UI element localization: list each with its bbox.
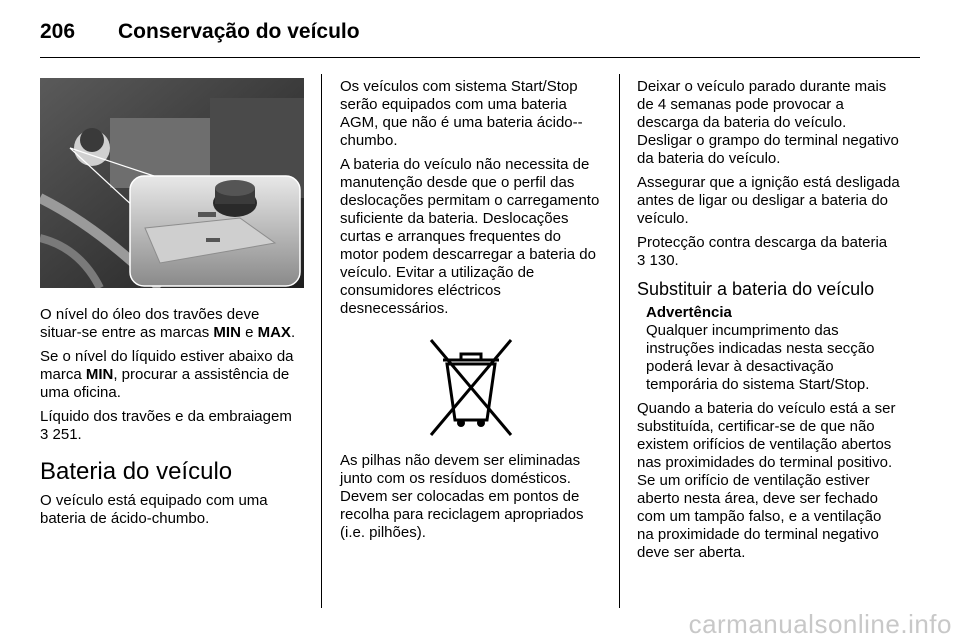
brake-fluid-low-text: Se o nível do líquido estiver abaixo da marca MIN, procurar a assistência de uma oficina.: [40, 348, 294, 401]
page-reference-symbol: 3: [637, 252, 646, 269]
watermark: carmanualsonline.info: [688, 609, 952, 639]
page-reference-link[interactable]: 251.: [48, 426, 82, 443]
section-title-battery: Bateria do veículo: [40, 458, 233, 485]
column-divider-1: [321, 74, 322, 608]
column-2: [340, 78, 602, 548]
column-divider-2: [619, 74, 620, 608]
warning-title: Advertência: [646, 304, 732, 321]
battery-replacement-text: Quando a bateria do veículo está a ser substituída, certificar-se de que não existem orifícios de ventilação abertos nas proximidades do terminal positivo. Se um orifício de ventilação estiver aberto nesta área, deve ser fechado com um tampão falso, e a ventilação na proximidade do terminal negativo deve ser aberta.: [637, 400, 896, 561]
warning-text: Qualquer incumprimento das instruções indicadas nesta secção poderá levar à desactivação temporária do sistema Start/Stop.: [646, 322, 875, 393]
brake-fluid-reservoir-photo: [40, 78, 304, 288]
column-1: [40, 78, 304, 534]
brake-fluid-level-text: O nível do óleo dos travões deve situar-se entre as marcas MIN e MAX.: [40, 306, 296, 341]
header-divider: [40, 57, 920, 58]
battery-maintenance-text: A bateria do veículo não necessita de manutenção desde que o perfil das deslocações permitam o carregamento suficiente da bateria. Deslocações curtas e arranques frequentes do motor podem descarregar a bateria do veículo. Evitar a utilização de consumidores eléctricos desnecessários.: [340, 156, 600, 317]
column-3: [637, 78, 901, 568]
subsection-title-replace-battery: Substituir a bateria do veículo: [637, 279, 875, 299]
page-number: 206: [40, 20, 76, 43]
battery-disposal-text: As pilhas não devem ser eliminadas junto com os resíduos domésticos. Devem ser colocadas em pontos de recolha para reciclagem apropriados (i.e. pilhões).: [340, 452, 584, 541]
battery-intro-text: O veículo está equipado com uma bateria de ácido-chumbo.: [40, 492, 268, 527]
ignition-off-text: Assegurar que a ignição está desligada antes de ligar ou desligar a bateria do veículo.: [637, 174, 900, 227]
crossed-out-bin-icon: [340, 330, 602, 442]
chapter-title: Conservação do veículo: [118, 20, 360, 43]
start-stop-agm-text: Os veículos com sistema Start/Stop serão equipados com uma bateria AGM, que não é uma bateria ácido--chumbo.: [340, 78, 583, 149]
vehicle-storage-text: Deixar o veículo parado durante mais de 4 semanas pode provocar a descarga da bateria do veículo. Desligar o grampo do terminal negativo da bateria do veículo.: [637, 78, 899, 167]
page-header: [40, 14, 920, 54]
battery-discharge-reference: Protecção contra descarga da bateria 3 130.: [637, 234, 888, 269]
page-reference-link[interactable]: 130.: [645, 252, 679, 269]
brake-fluid-reference: Líquido dos travões e da embraiagem 3 251.: [40, 408, 292, 443]
page-reference-symbol: 3: [40, 426, 49, 443]
warning-box: [637, 304, 901, 394]
